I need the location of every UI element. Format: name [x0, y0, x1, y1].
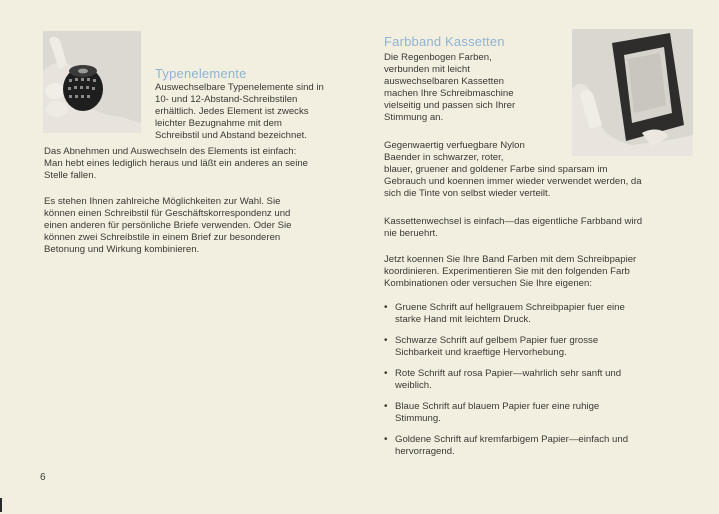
typewriter-element-photo: [43, 31, 141, 133]
hand-holding-typeball-icon: [43, 31, 141, 133]
text-line: Man hebt eines lediglich heraus und läßt ein anderes an seine: [44, 158, 309, 169]
list-item-line: Gruene Schrift auf hellgrauem Schreibpapier fuer eine: [395, 302, 625, 313]
typenelemente-heading: Typenelemente: [155, 66, 247, 81]
list-item: [384, 368, 704, 392]
text-line: einen anderen für persönliche Briefe verwenden. Oder Sie: [44, 220, 292, 231]
text-line: verbunden mit leicht: [384, 64, 470, 75]
list-item-line: Sichbarkeit und kraeftige Hervorhebung.: [395, 347, 567, 358]
text-line: auswechselbaren Kassetten: [384, 76, 504, 87]
text-line: können zwei Schreibstile in einem Brief zur besonderen: [44, 232, 281, 243]
ribbon-cassette-photo: [572, 29, 693, 156]
text-line: vielseitig und passen sich Ihrer: [384, 100, 516, 111]
farbband-paragraph-2: [384, 216, 704, 240]
text-line: Gebrauch und koennen immer wieder verwendet werden, da: [384, 176, 642, 187]
list-item-line: hervorragend.: [395, 446, 455, 457]
text-line: Betonung und Wirkung kombinieren.: [44, 244, 200, 255]
text-line: Es stehen Ihnen zahlreiche Möglichkeiten zur Wahl. Sie: [44, 196, 281, 207]
list-item-line: Stimmung.: [395, 413, 441, 424]
text-line: machen Ihre Schreibmaschine: [384, 88, 514, 99]
list-item: [384, 335, 704, 359]
list-item-line: weiblich.: [395, 380, 432, 391]
text-line: Kombinationen oder versuchen Sie Ihre eigenen:: [384, 278, 593, 289]
text-line: Stimmung an.: [384, 112, 444, 123]
page-number: 6: [40, 472, 46, 483]
farbband-intro: [384, 52, 564, 124]
text-line: koordinieren. Experimentieren Sie mit den folgenden Farb: [384, 266, 630, 277]
list-item-line: Rote Schrift auf rosa Papier—wahrlich sehr sanft und: [395, 368, 622, 379]
text-line: blauer, gruener and goldener Farbe sind sparsam im: [384, 164, 608, 175]
farbband-paragraph-1: [384, 140, 704, 200]
text-line: erhältlich. Jedes Element ist zwecks: [155, 106, 309, 117]
typenelemente-intro: [155, 82, 370, 142]
text-line: Das Abnehmen und Auswechseln des Elements ist einfach:: [44, 146, 297, 157]
text-line: Stelle fallen.: [44, 170, 97, 181]
page-edge-mark: [0, 498, 2, 512]
list-item-line: Schwarze Schrift auf gelbem Papier fuer grosse: [395, 335, 599, 346]
hand-holding-cassette-icon: [572, 29, 693, 156]
list-item-line: starke Hand mit leichtem Druck.: [395, 314, 531, 325]
text-line: Die Regenbogen Farben,: [384, 52, 492, 63]
typenelemente-paragraph-2: [44, 196, 374, 256]
farbband-heading: Farbband Kassetten: [384, 34, 505, 49]
color-combination-list: [384, 302, 704, 467]
farbband-paragraph-3: [384, 254, 704, 290]
text-line: 10- und 12-Abstand-Schreibstilen: [155, 94, 298, 105]
text-line: Jetzt koennen Sie Ihre Band Farben mit dem Schreibpapier: [384, 254, 637, 265]
list-item: [384, 401, 704, 425]
text-line: Kassettenwechsel is einfach—das eigentliche Farbband wird: [384, 216, 643, 227]
text-line: Baender in schwarzer, roter,: [384, 152, 504, 163]
list-item-line: Blaue Schrift auf blauem Papier fuer eine ruhige: [395, 401, 600, 412]
text-line: Auswechselbare Typenelemente sind in: [155, 82, 324, 93]
text-line: können einen Schreibstil für Geschäftskorrespondenz und: [44, 208, 291, 219]
text-line: sich die Tinte von selbst wieder verteilt.: [384, 188, 551, 199]
list-item: [384, 302, 704, 326]
list-item-line: Goldene Schrift auf kremfarbigem Papier—einfach und: [395, 434, 629, 445]
text-line: nie beruehrt.: [384, 228, 438, 239]
text-line: Schreibstil und Abstand bezeichnet.: [155, 130, 308, 141]
text-line: leichter Bezugnahme mit dem: [155, 118, 282, 129]
text-line: Gegenwaertig verfuegbare Nylon: [384, 140, 525, 151]
list-item: [384, 434, 704, 458]
typenelemente-paragraph-1: [44, 146, 374, 182]
